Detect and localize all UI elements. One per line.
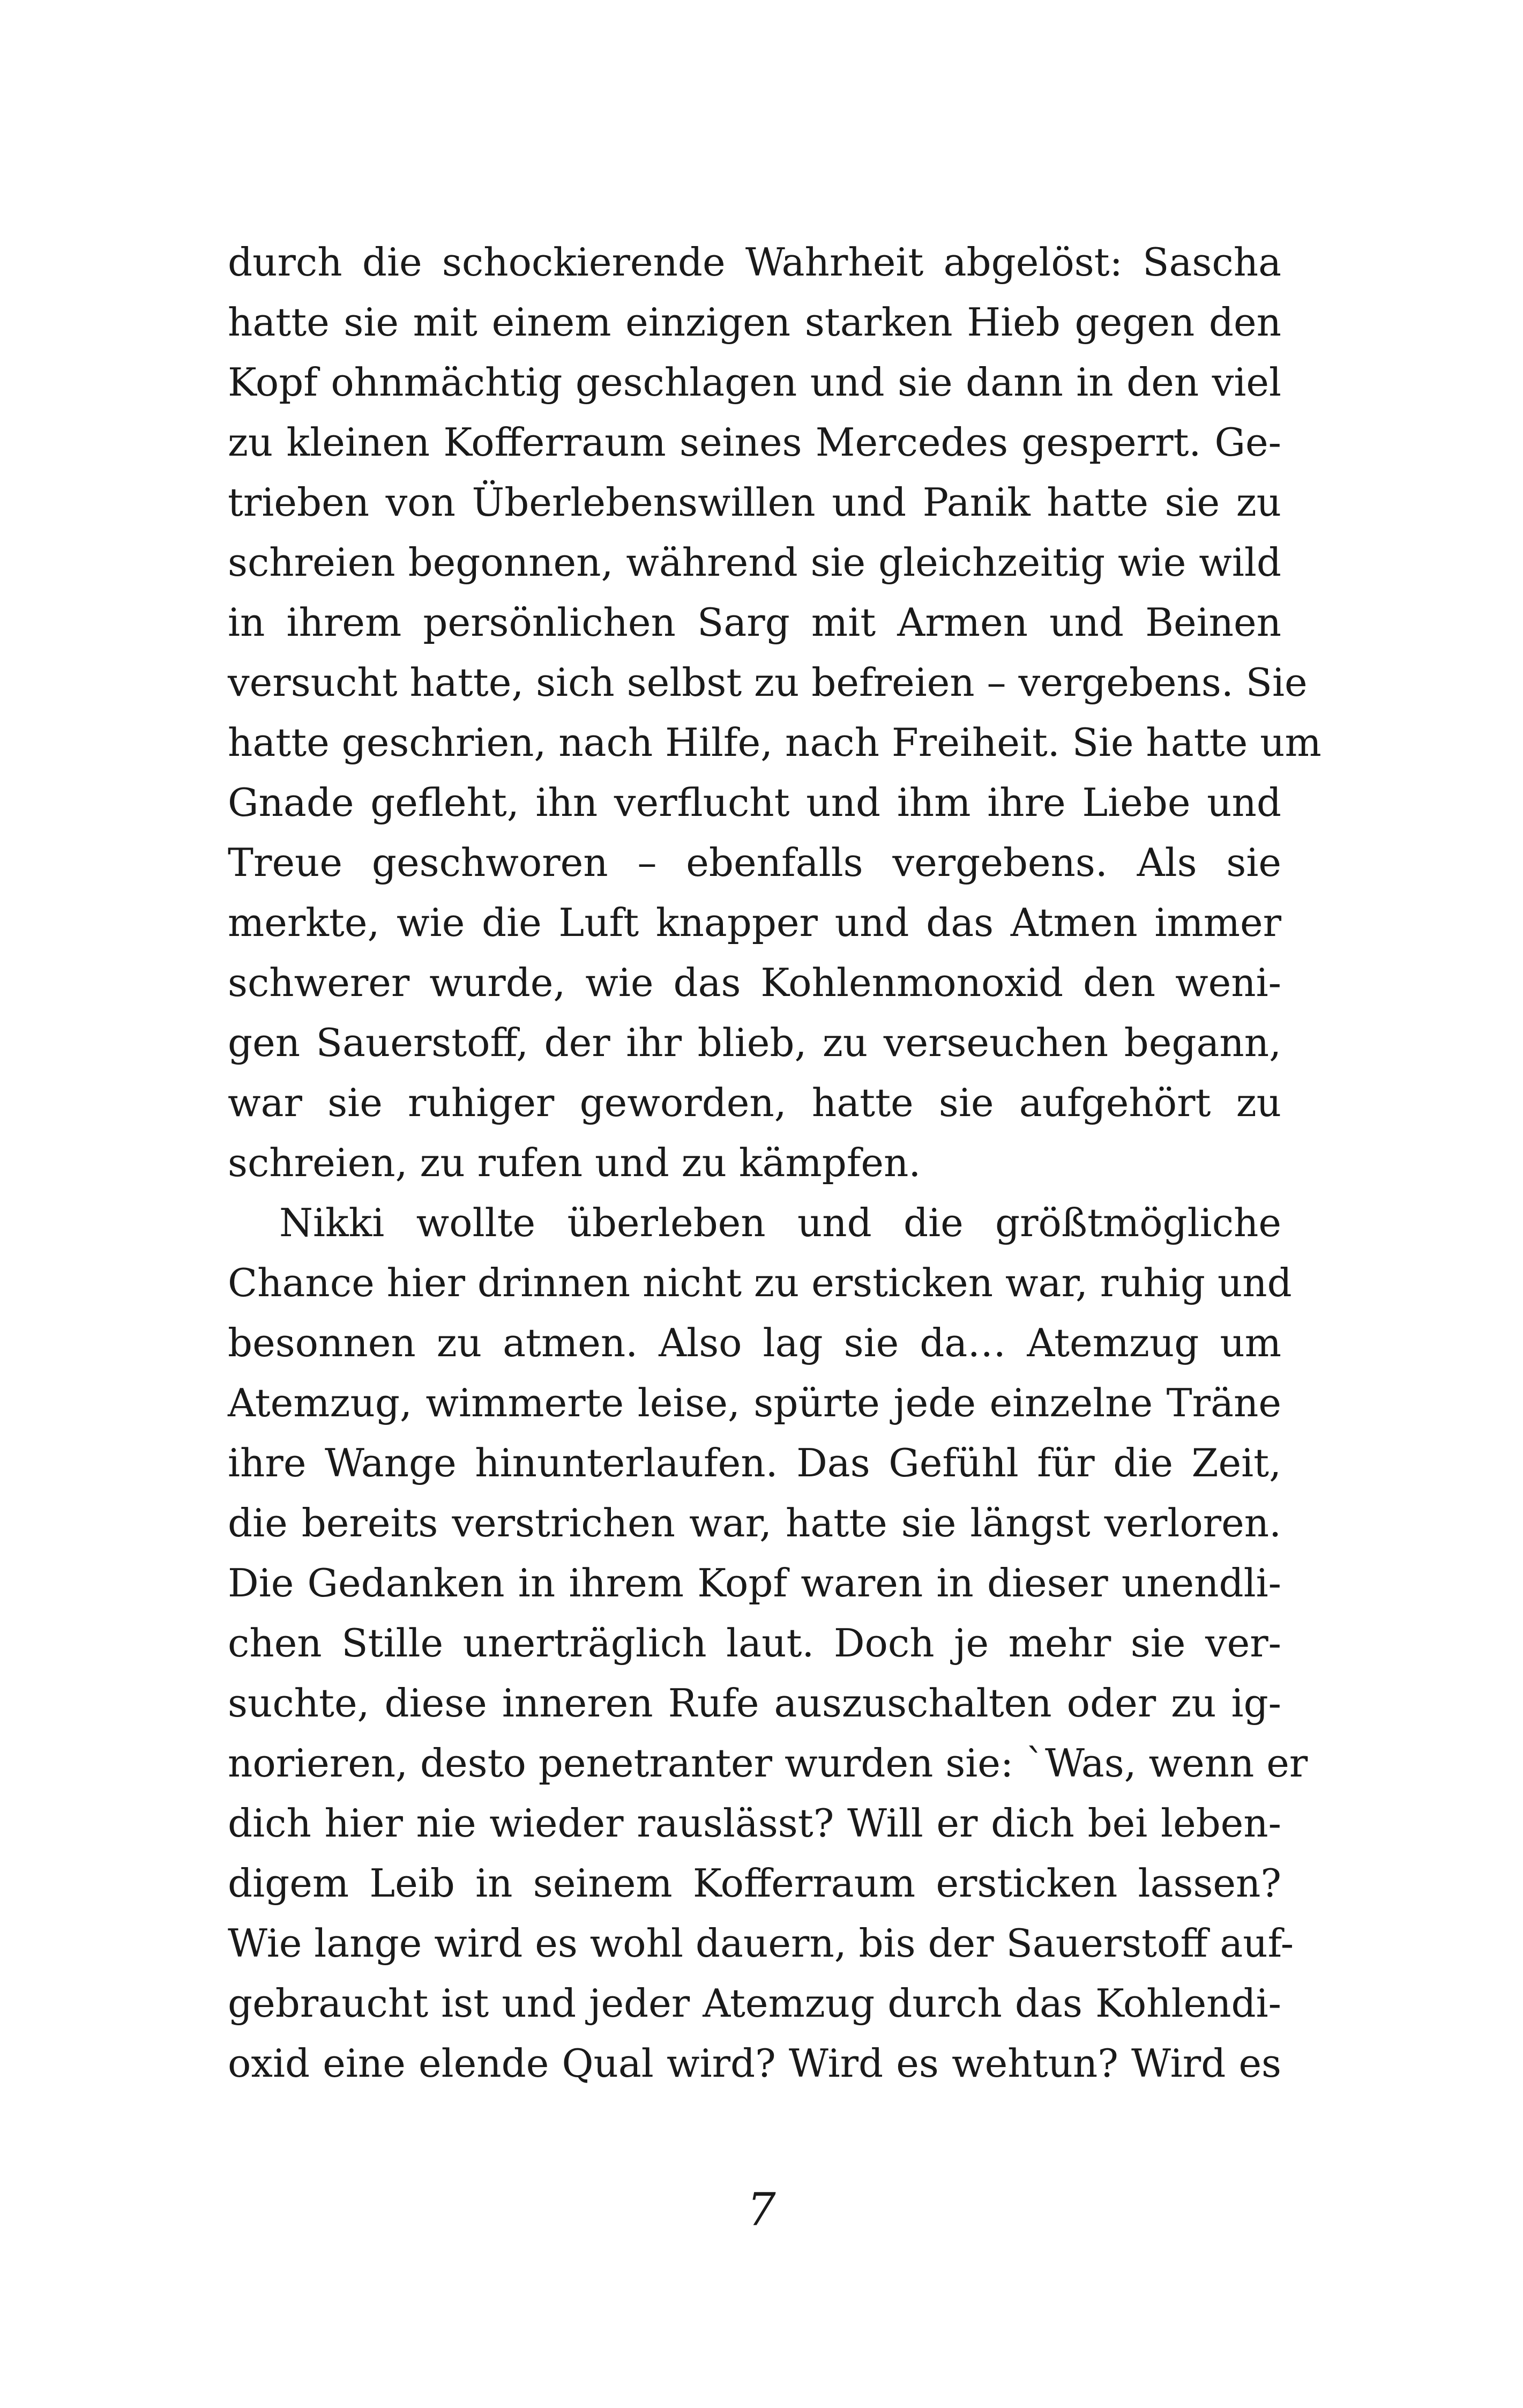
text-line: hatte geschrien, nach Hilfe, nach Freiheit. Sie hatte um bbox=[228, 720, 1322, 765]
text-line: war sie ruhiger geworden, hatte sie aufgehört zu bbox=[228, 1080, 1281, 1125]
text-line: in ihrem persönlichen Sarg mit Armen und Beinen bbox=[228, 600, 1281, 645]
text-line: norieren, desto penetranter wurden sie: `Was, wenn er bbox=[228, 1741, 1308, 1786]
text-line: dich hier nie wieder rauslässt? Will er dich bei leben- bbox=[228, 1801, 1281, 1846]
text-line: besonnen zu atmen. Also lag sie da… Atemzug um bbox=[228, 1320, 1281, 1365]
text-line: Kopf ohnmächtig geschlagen und sie dann in den viel bbox=[228, 360, 1281, 405]
text-line: durch die schockierende Wahrheit abgelöst: Sascha bbox=[228, 240, 1281, 285]
body-text bbox=[228, 232, 1322, 2093]
text-line: Die Gedanken in ihrem Kopf waren in dieser unendli- bbox=[228, 1560, 1281, 1606]
text-line: oxid eine elende Qual wird? Wird es wehtun? Wird es bbox=[228, 2041, 1281, 2086]
text-line: gebraucht ist und jeder Atemzug durch das Kohlendi- bbox=[228, 1981, 1281, 2026]
text-line: digem Leib in seinem Kofferraum ersticken lassen? bbox=[228, 1861, 1281, 1906]
text-line: gen Sauerstoff, der ihr blieb, zu verseuchen begann, bbox=[228, 1020, 1281, 1065]
text-line: versucht hatte, sich selbst zu befreien – vergebens. Sie bbox=[228, 660, 1308, 705]
text-line: Chance hier drinnen nicht zu ersticken war, ruhig und bbox=[228, 1260, 1292, 1305]
text-line: Wie lange wird es wohl dauern, bis der Sauerstoff auf- bbox=[228, 1921, 1294, 1966]
text-line: Treue geschworen – ebenfalls vergebens. Als sie bbox=[228, 840, 1281, 885]
text-line: zu kleinen Kofferraum seines Mercedes gesperrt. Ge- bbox=[228, 420, 1281, 465]
text-line: ihre Wange hinunterlaufen. Das Gefühl für die Zeit, bbox=[228, 1440, 1281, 1485]
text-line: suchte, diese inneren Rufe auszuschalten oder zu ig- bbox=[228, 1681, 1281, 1726]
text-line: die bereits verstrichen war, hatte sie längst verloren. bbox=[228, 1500, 1281, 1545]
text-line: Gnade gefleht, ihn verflucht und ihm ihre Liebe und bbox=[228, 780, 1281, 825]
text-line: schwerer wurde, wie das Kohlenmonoxid den weni- bbox=[228, 960, 1281, 1005]
text-line: hatte sie mit einem einzigen starken Hieb gegen den bbox=[228, 300, 1281, 345]
text-line: trieben von Überlebenswillen und Panik hatte sie zu bbox=[228, 480, 1281, 525]
text-line: schreien, zu rufen und zu kämpfen. bbox=[228, 1140, 921, 1185]
text-line: chen Stille unerträglich laut. Doch je mehr sie ver- bbox=[228, 1621, 1281, 1666]
text-line: Nikki wollte überleben und die größtmögliche bbox=[279, 1200, 1281, 1245]
page-number: 7 bbox=[747, 2183, 776, 2236]
text-line: merkte, wie die Luft knapper und das Atmen immer bbox=[228, 900, 1281, 945]
text-line: schreien begonnen, während sie gleichzeitig wie wild bbox=[228, 540, 1281, 585]
text-line: Atemzug, wimmerte leise, spürte jede einzelne Träne bbox=[228, 1380, 1281, 1425]
